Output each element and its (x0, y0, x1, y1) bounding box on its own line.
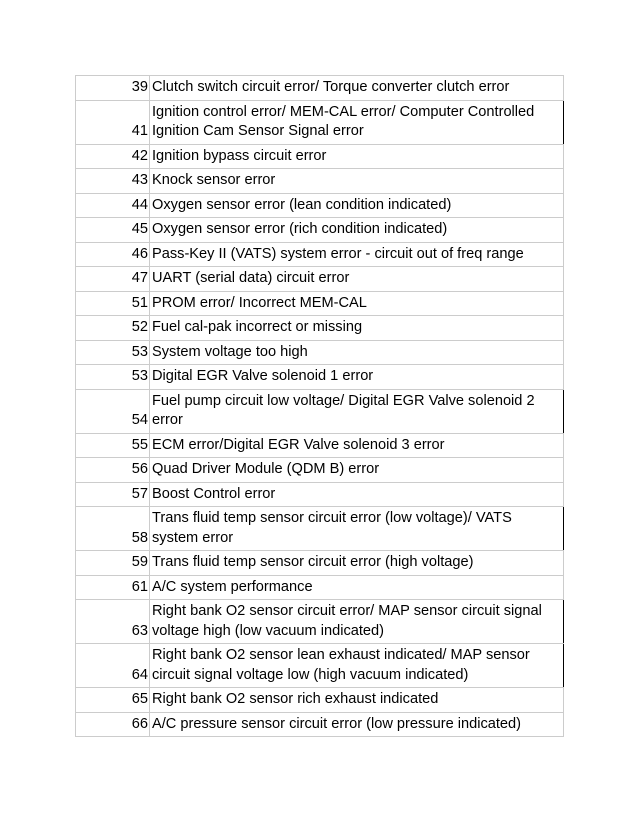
error-code-cell: 41 (76, 100, 150, 144)
error-code-cell: 47 (76, 267, 150, 292)
table-row (76, 458, 564, 483)
table-row (76, 644, 564, 688)
error-code-cell: 54 (76, 389, 150, 433)
table-row (76, 365, 564, 390)
error-code-cell: 57 (76, 482, 150, 507)
error-description-cell: Boost Control error (150, 482, 564, 507)
error-description-cell: A/C system performance (150, 575, 564, 600)
table-row (76, 76, 564, 101)
error-description-cell: Digital EGR Valve solenoid 1 error (150, 365, 564, 390)
table-row (76, 316, 564, 341)
table-row (76, 482, 564, 507)
table-row (76, 267, 564, 292)
error-code-cell: 39 (76, 76, 150, 101)
error-description-cell: Trans fluid temp sensor circuit error (high voltage) (150, 551, 564, 576)
error-code-cell: 66 (76, 712, 150, 737)
table-row (76, 100, 564, 144)
error-code-cell: 46 (76, 242, 150, 267)
table-row (76, 551, 564, 576)
error-description-cell: A/C pressure sensor circuit error (low pressure indicated) (150, 712, 564, 737)
error-code-cell: 52 (76, 316, 150, 341)
error-code-cell: 53 (76, 365, 150, 390)
error-description-cell: Pass-Key II (VATS) system error - circuit out of freq range (150, 242, 564, 267)
error-description-cell: Right bank O2 sensor circuit error/ MAP sensor circuit signal voltage high (low vacuum indicated) (150, 600, 564, 644)
table-row (76, 433, 564, 458)
table-row (76, 575, 564, 600)
error-description-cell: Fuel cal-pak incorrect or missing (150, 316, 564, 341)
table-row (76, 340, 564, 365)
error-description-cell: PROM error/ Incorrect MEM-CAL (150, 291, 564, 316)
error-code-cell: 61 (76, 575, 150, 600)
error-description-cell: Right bank O2 sensor rich exhaust indicated (150, 688, 564, 713)
error-code-cell: 59 (76, 551, 150, 576)
error-description-cell: Ignition bypass circuit error (150, 144, 564, 169)
error-description-cell: Ignition control error/ MEM-CAL error/ Computer Controlled Ignition Cam Sensor Signal error (150, 100, 564, 144)
error-description-cell: Oxygen sensor error (rich condition indicated) (150, 218, 564, 243)
error-code-cell: 53 (76, 340, 150, 365)
error-code-cell: 45 (76, 218, 150, 243)
error-description-cell: UART (serial data) circuit error (150, 267, 564, 292)
error-description-cell: Quad Driver Module (QDM B) error (150, 458, 564, 483)
error-code-cell: 64 (76, 644, 150, 688)
table-row (76, 144, 564, 169)
error-code-cell: 56 (76, 458, 150, 483)
error-description-cell: Fuel pump circuit low voltage/ Digital EGR Valve solenoid 2 error (150, 389, 564, 433)
error-description-cell: System voltage too high (150, 340, 564, 365)
error-code-cell: 55 (76, 433, 150, 458)
table-row (76, 242, 564, 267)
table-row (76, 507, 564, 551)
error-description-cell: Right bank O2 sensor lean exhaust indicated/ MAP sensor circuit signal voltage low (high vacuum indicated) (150, 644, 564, 688)
error-description-cell: Knock sensor error (150, 169, 564, 194)
error-code-cell: 51 (76, 291, 150, 316)
error-code-table (75, 75, 564, 737)
error-code-cell: 58 (76, 507, 150, 551)
error-code-cell: 43 (76, 169, 150, 194)
error-code-cell: 44 (76, 193, 150, 218)
table-row (76, 218, 564, 243)
table-row (76, 712, 564, 737)
error-code-cell: 63 (76, 600, 150, 644)
table-row (76, 600, 564, 644)
error-description-cell: Trans fluid temp sensor circuit error (low voltage)/ VATS system error (150, 507, 564, 551)
table-row (76, 193, 564, 218)
error-description-cell: ECM error/Digital EGR Valve solenoid 3 error (150, 433, 564, 458)
table-row (76, 389, 564, 433)
error-description-cell: Clutch switch circuit error/ Torque converter clutch error (150, 76, 564, 101)
error-code-cell: 42 (76, 144, 150, 169)
error-code-cell: 65 (76, 688, 150, 713)
error-description-cell: Oxygen sensor error (lean condition indicated) (150, 193, 564, 218)
error-code-rows (76, 76, 564, 737)
table-row (76, 169, 564, 194)
table-row (76, 291, 564, 316)
table-row (76, 688, 564, 713)
